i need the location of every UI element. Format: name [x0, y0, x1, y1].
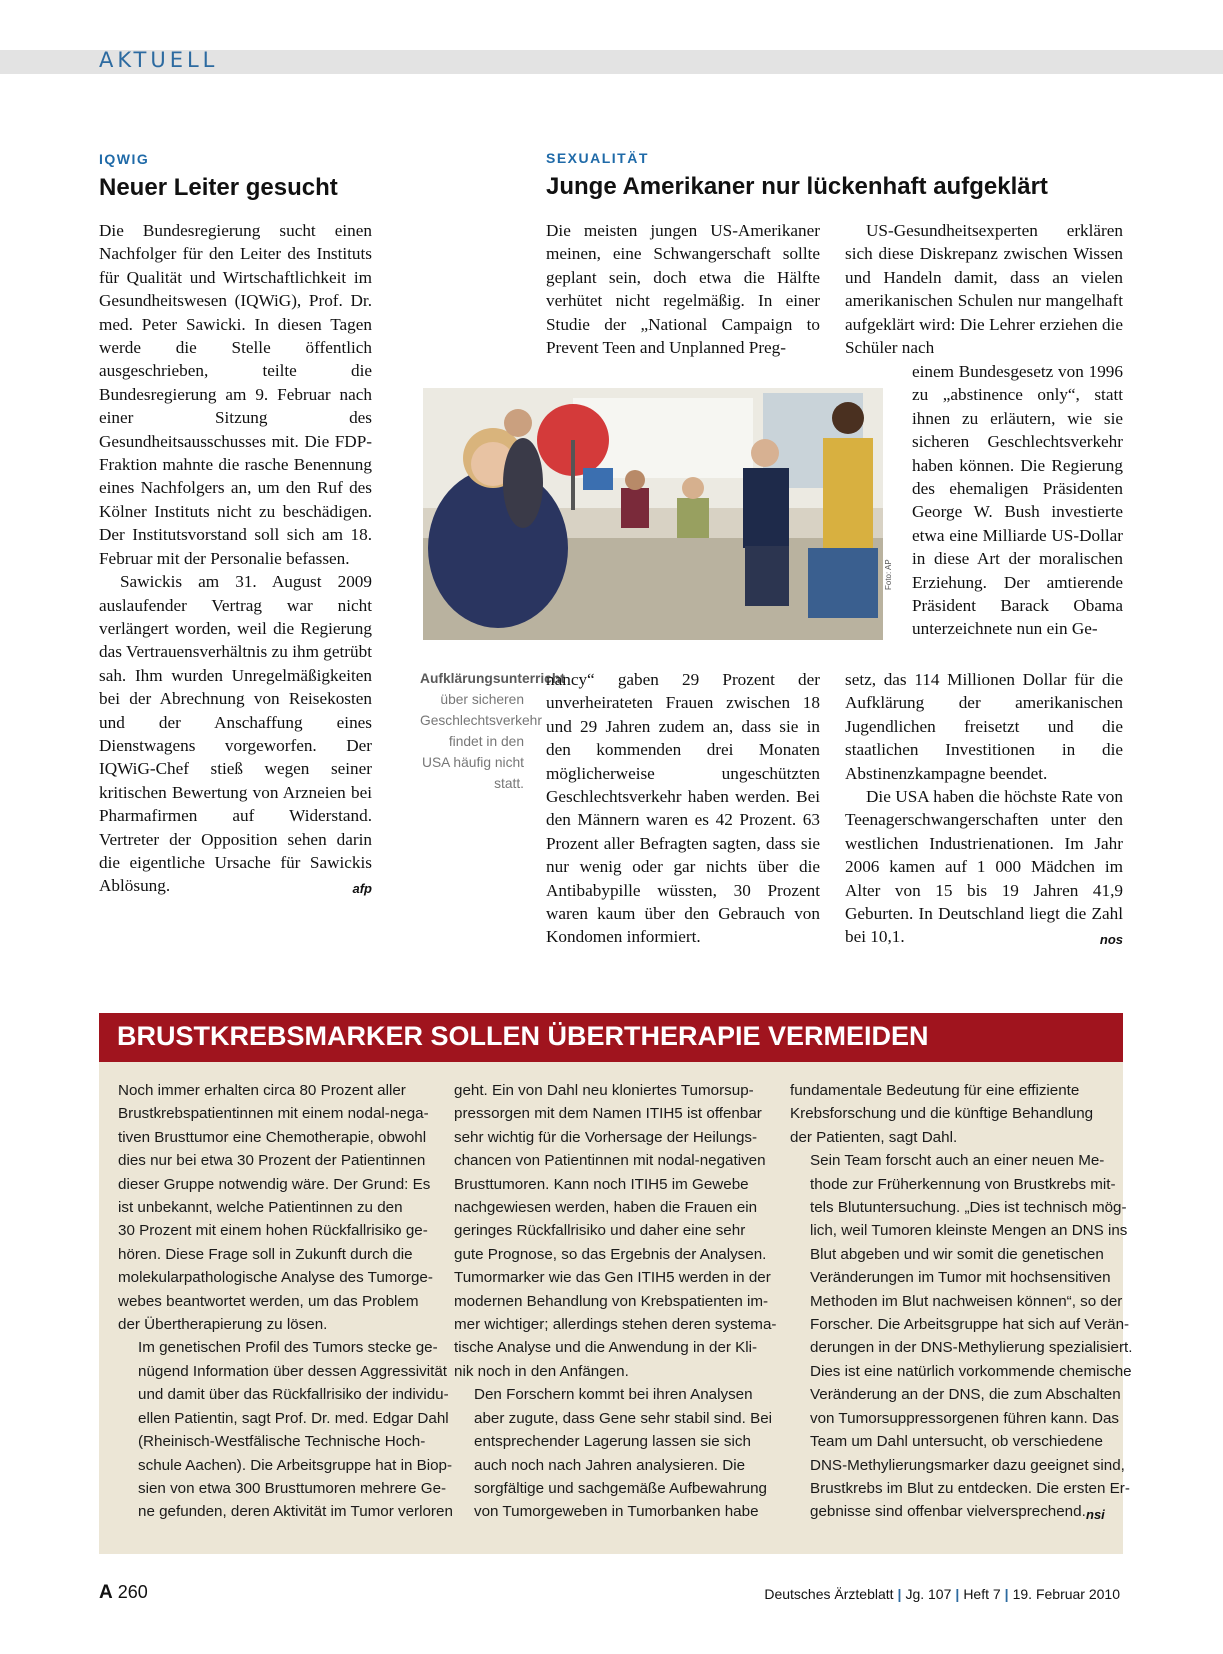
box-text-line: ist unbekannt, welche Patientinnen zu den: [118, 1199, 403, 1217]
caption-lead: Aufklärungsunterricht: [420, 671, 565, 686]
photo-caption: [420, 668, 565, 794]
sex-col2-bottom: [845, 668, 1123, 952]
box-text-line: thode zur Früherkennung von Brustkrebs mit-: [810, 1175, 1116, 1193]
box-text-line: Den Forschern kommt bei ihren Analysen: [474, 1386, 753, 1404]
box-text-line: mer wichtiger; allerdings stehen deren systema-: [454, 1316, 777, 1334]
page-letter: A: [99, 1582, 113, 1603]
box-text-line: Brustkrebs im Blut zu entdecken. Die ersten Er-: [810, 1479, 1130, 1497]
box-text-line: Methoden im Blut nachweisen können“, so der: [810, 1292, 1123, 1310]
box-text-line: von Tumorgeweben in Tumorbanken habe: [474, 1503, 759, 1521]
journal-date: 19. Februar 2010: [1012, 1586, 1120, 1602]
sex-signature: nos: [1099, 932, 1123, 948]
journal-footer: Deutsches Ärzteblatt | Jg. 107 | Heft 7 | 19. Februar 2010: [764, 1586, 1120, 1602]
sex-paragraph: nancy“ gaben 29 Prozent der unverheirateten Frauen zwischen 18 und 29 Jahren zudem an, dass sie in den kommenden drei Monaten möglicherweise ungeschützten Geschlechtsverkehr haben werden. Bei den Männern waren es 42 Prozent. 63 Prozent aller Befragten sagten, dass sie nur wenig oder gar nichts über die Antibabypille wüssten, 30 Prozent waren kaum über den Gebrauch von Kondomen informiert.: [546, 670, 820, 947]
box-text-line: nügend Information über dessen Aggressivität: [138, 1362, 448, 1380]
box-col1: [118, 1079, 453, 1524]
box-text-line: aber zugute, dass Gene sehr stabil sind. Bei: [474, 1409, 773, 1427]
classroom-photo: [423, 388, 883, 640]
box-paragraph: [454, 1383, 779, 1523]
box-text-line: Sein Team forscht auch an einer neuen Me-: [810, 1152, 1105, 1170]
section-label: AKTUELL: [99, 48, 219, 72]
box-signature: nsi: [1086, 1507, 1105, 1522]
sex-kicker: SEXUALITÄT: [546, 150, 649, 166]
sex-headline: Junge Amerikaner nur lückenhaft aufgeklärt: [546, 173, 1048, 200]
box-text-line: (Rheinisch-Westfälische Technische Hoch-: [138, 1433, 426, 1451]
box-text-line: sehr wichtig für die Vorhersage der Heilungs-: [454, 1128, 758, 1146]
caption-text: über sicheren Geschlechtsverkehr findet in den USA häufig nicht statt.: [420, 692, 542, 791]
box-text-line: chancen von Patientinnen mit nodal-negativen: [454, 1152, 766, 1170]
sex-paragraph: setz, das 114 Millionen Dollar für die Aufklärung der amerikanischen Jugendlichen freisetzt und die staatlichen Investitionen in die Abstinenzkampagne beendet.: [845, 670, 1123, 783]
sex-paragraph: Die meisten jungen US-Amerikaner meinen, eine Schwangerschaft sollte geplant sein, doch etwa die Hälfte verhütet nicht regelmäßig. In einer Studie der „National Campaign to Prevent Teen and Unplanned Preg-: [546, 221, 820, 358]
page-number-value: 260: [117, 1582, 148, 1602]
iqwig-kicker: IQWIG: [99, 151, 150, 167]
box-text-line: 30 Prozent mit einem hohen Rückfallrisiko ge-: [118, 1222, 428, 1240]
box-text-line: lich, weil Tumoren kleinste Mengen an DNS ins: [810, 1222, 1128, 1240]
page-number: [99, 1582, 148, 1604]
journal-name: Deutsches Ärzteblatt: [764, 1586, 894, 1602]
sex-paragraph: einem Bundesgesetz von 1996 zu „abstinence only“, statt ihnen zu erläutern, wie sie sicheren Geschlechtsverkehr haben können. Die Regierung des ehemaligen Präsidenten George W. Bush investierte etwa eine Milliarde US-Dollar in diese Art der moralischen Erziehung. Der amtierende Präsident Barack Obama unterzeichnete nun ein Ge-: [912, 362, 1123, 639]
box-text-line: entsprechender Lagerung lassen sie sich: [474, 1433, 751, 1451]
journal-issue: Heft 7: [963, 1586, 1001, 1602]
box-text-line: Veränderungen im Tumor mit hochsensitiven: [810, 1269, 1111, 1287]
box-text-line: DNS-Methylierungsmarker dazu geeignet sind,: [810, 1456, 1125, 1474]
box-text-line: Im genetischen Profil des Tumors stecke ge-: [138, 1339, 438, 1357]
box-text-line: schule Aachen). Die Arbeitsgruppe hat in Biop-: [138, 1456, 453, 1474]
classroom-photo-illustration: [423, 388, 883, 640]
box-text-line: derungen in der DNS-Methylierung spezialisiert.: [810, 1339, 1133, 1357]
box-text-line: Tumormarker wie das Gen ITIH5 werden in der: [454, 1269, 771, 1287]
box-text-line: tiven Brusttumor eine Chemotherapie, obwohl: [118, 1128, 427, 1146]
box-text-line: Team um Dahl untersucht, ob verschiedene: [810, 1433, 1103, 1451]
box-text-line: gebnisse sind offenbar vielversprechend.: [810, 1503, 1086, 1521]
box-col3: [790, 1079, 1133, 1524]
box-text-line: von Tumorsuppressorgenen führen kann. Das: [810, 1409, 1119, 1427]
journal-volume: Jg. 107: [905, 1586, 952, 1602]
iqwig-paragraph: Die Bundesregierung sucht einen Nachfolger für den Leiter des Instituts für Qualität und Wirtschaftlichkeit im Gesundheitswesen (IQWiG), Prof. Dr. med. Peter Sawicki. In diesen Tagen werde die Stelle öffentlich ausgeschrieben, teilte die Bundesregierung am 9. Februar nach einer Sitzung des Gesundheitsausschusses mit. Die FDP-Fraktion mahnte die rasche Benennung eines Nachfolgers an, um den Ruf des Kölner Instituts nicht zu beschädigen. Der Institutsvorstand soll sich am 18. Februar mit der Personalie befassen.: [99, 221, 372, 568]
sex-col2-wrap: [912, 360, 1123, 665]
box-text-line: Krebsforschung und die künftige Behandlung: [790, 1105, 1094, 1123]
box-text-line: Veränderung an der DNS, die zum Abschalten: [810, 1386, 1121, 1404]
box-text-line: Forscher. Die Arbeitsgruppe hat sich auf Verän-: [810, 1316, 1130, 1334]
box-text-line: pressorgen mit dem Namen ITIH5 ist offenbar: [454, 1105, 762, 1123]
box-paragraph: [454, 1079, 779, 1383]
box-paragraph: [118, 1336, 453, 1523]
box-text-line: sorgfältige und sachgemäße Aufbewahrung: [474, 1479, 767, 1497]
box-text-line: hören. Diese Frage soll in Zukunft durch die: [118, 1245, 413, 1263]
sex-col2-top: [845, 219, 1123, 359]
box-text-line: geringes Rückfallrisiko und daher eine sehr: [454, 1222, 746, 1240]
box-text-line: Blut abgeben und wir somit die genetischen: [810, 1245, 1104, 1263]
box-text-line: dieser Gruppe notwendig wäre. Der Grund: Es: [118, 1175, 431, 1193]
box-text-line: auch noch nach Jahren analysieren. Die: [474, 1456, 746, 1474]
photo-credit: Foto: AP: [884, 559, 893, 590]
box-text-line: Brusttumoren. Kann noch ITIH5 im Gewebe: [454, 1175, 749, 1193]
iqwig-paragraph: Sawickis am 31. August 2009 auslaufender Vertrag war nicht verlängert worden, weil die Regierung das Vertrauensverhältnis zu ihm getrübt sah. Ihm wurden Unregelmäßigkeiten bei der Abrechnung von Reisekosten und der Anschaffung eines Dienstwagens vorgeworfen. Der IQWiG-Chef stieß wegen seiner kritischen Bewertung von Arzneien bei Pharmafirmen auf Widerstand. Vertreter der Opposition sehen darin die eigentliche Ursache für Sawickis Ablösung. afp: [99, 570, 372, 898]
box-text-line: geht. Ein von Dahl neu kloniertes Tumorsup-: [454, 1082, 754, 1099]
box-text-line: gute Prognose, so das Ergebnis der Analysen.: [454, 1245, 767, 1263]
box-text-line: und damit über das Rückfallrisiko der individu-: [138, 1386, 449, 1404]
box-text-line: nik noch in den Anfängen.: [454, 1362, 629, 1380]
box-text-line: nachgewiesen werden, haben die Frauen ein: [454, 1199, 758, 1217]
box-text-line: ne gefunden, deren Aktivität im Tumor verloren: [138, 1503, 453, 1521]
box-text-line: Brustkrebspatientinnen mit einem nodal-nega-: [118, 1105, 429, 1123]
box-text-line: sien von etwa 300 Brusttumoren mehrere Ge-: [138, 1479, 447, 1497]
box-text-line: fundamentale Bedeutung für eine effiziente: [790, 1082, 1080, 1099]
box-text-line: dies nur bei etwa 30 Prozent der Patientinnen: [118, 1152, 426, 1170]
sex-col1-top: [546, 219, 820, 359]
sex-paragraph: Die USA haben die höchste Rate von Teenagerschwangerschaften unter den westlichen Industrienationen. Im Jahr 2006 kamen auf 1 000 Mädchen im Alter von 15 bis 19 Jahren 41,9 Geburten. In Deutschland liegt die Zahl bei 10,1. nos: [845, 785, 1123, 949]
sex-col1-bottom: [546, 668, 820, 949]
box-text-line: modernen Behandlung von Krebspatienten im-: [454, 1292, 769, 1310]
box-text-line: Noch immer erhalten circa 80 Prozent aller: [118, 1082, 406, 1099]
box-paragraph: [118, 1079, 443, 1336]
box-text-line: tische Analyse und die Anwendung in der Kli-: [454, 1339, 758, 1357]
box-col2: [454, 1079, 779, 1524]
box-text-line: molekularpathologische Analyse des Tumorge-: [118, 1269, 433, 1287]
box-text-line: ellen Patientin, sagt Prof. Dr. med. Edgar Dahl: [138, 1409, 449, 1427]
box-title: BRUSTKREBSMARKER SOLLEN ÜBERTHERAPIE VERMEIDEN: [117, 1021, 929, 1051]
iqwig-body: [99, 219, 372, 901]
box-paragraph: [790, 1149, 1133, 1524]
box-text-line: webes beantwortet werden, um das Problem: [118, 1292, 419, 1310]
sex-paragraph: US-Gesundheitsexperten erklären sich diese Diskrepanz zwischen Wissen und Handeln damit, dass an vielen amerikanischen Schulen nur mangelhaft aufgeklärt wird: Die Lehrer erziehen die Schüler nach: [845, 221, 1123, 358]
iqwig-headline: Neuer Leiter gesucht: [99, 174, 338, 201]
box-text-line: tels Blutuntersuchung. „Dies ist technisch mög-: [810, 1199, 1127, 1217]
box-text-line: der Übertherapierung zu lösen.: [118, 1316, 328, 1334]
box-text-line: Dies ist eine natürlich vorkommende chemische: [810, 1362, 1132, 1380]
box-text-line: der Patienten, sagt Dahl.: [790, 1128, 958, 1146]
box-paragraph: [790, 1079, 1115, 1149]
iqwig-signature: afp: [352, 881, 372, 897]
